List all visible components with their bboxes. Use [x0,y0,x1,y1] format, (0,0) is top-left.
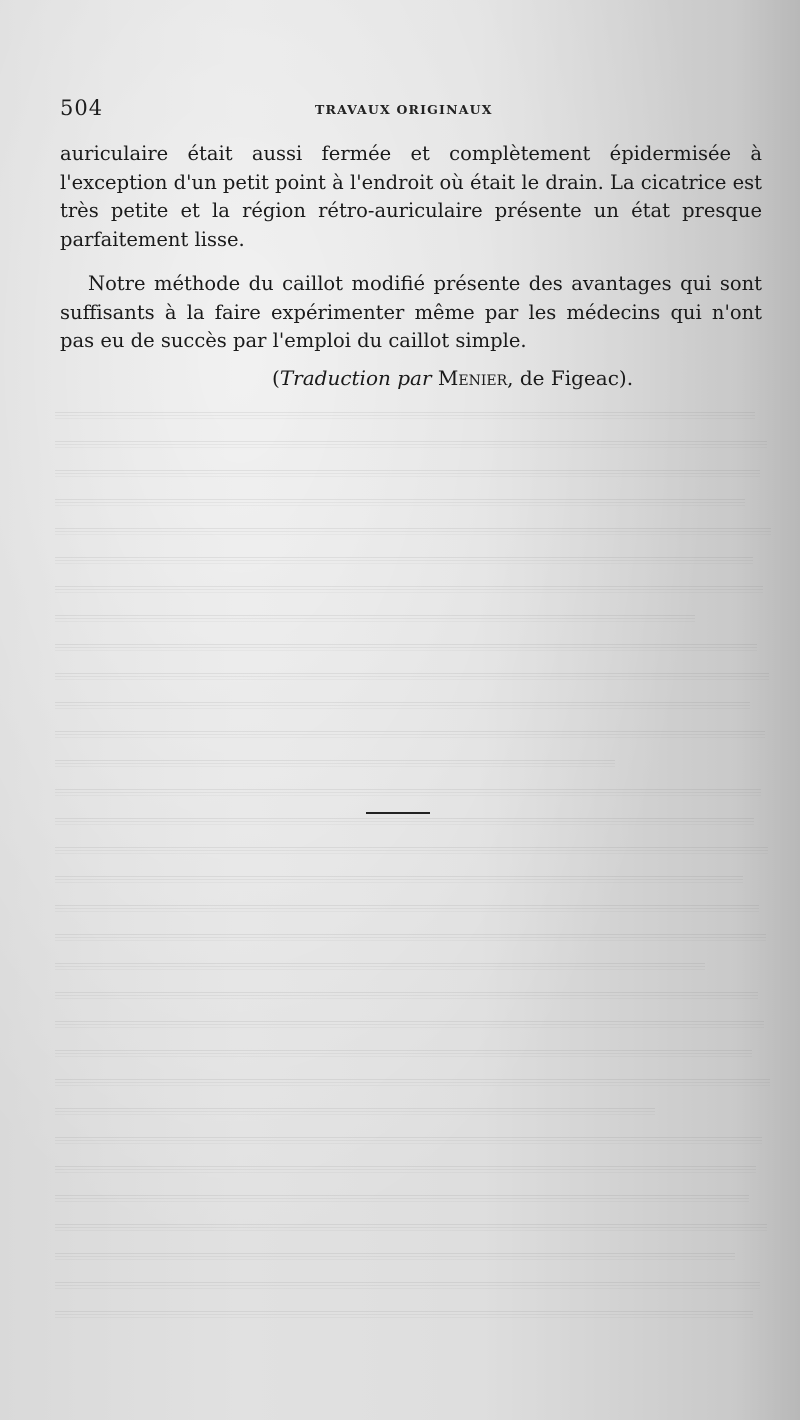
bleed-through-line [55,1021,764,1022]
translator-name: Menier [437,366,508,390]
translation-attribution [272,366,633,390]
paragraph-2: Notre méthode du caillot modifié présente des avantages qui sont suffisants à la faire expérimenter même par les médecins qui n'ont pas eu de succès par l'emploi du caillot simple. [60,272,762,352]
bleed-through-line [55,673,769,674]
bleed-through-line [55,789,761,790]
bleed-through-line [55,1108,655,1109]
bleed-through-line [55,644,757,645]
attribution-rest: , de Figeac). [507,366,634,390]
page-header [60,96,760,126]
end-rule [366,812,430,814]
bleed-through-line [55,876,743,877]
running-head: TRAVAUX ORIGINAUX [315,102,493,117]
attribution-open-paren: ( [272,366,280,390]
bleed-through-line [55,760,615,761]
bleed-through-line [55,1224,767,1225]
bleed-through-line [55,1050,752,1051]
bleed-through-line [55,586,763,587]
bleed-through-line [55,528,771,529]
bleed-through-line [55,441,767,442]
page-number: 504 [60,96,104,120]
bleed-through-line [55,1079,770,1080]
bleed-through-line [55,905,759,906]
paragraph-1: auriculaire était aussi fermée et complètement épidermisée à l'exception d'un petit point à l'endroit où était le drain. La cicatrice est très petite et la région rétro-auriculaire présente un état presque parfaitement lisse. [60,142,762,251]
bleed-through-line [55,1282,760,1283]
reverse-page-bleed-through [55,400,775,1400]
bleed-through-line [55,847,768,848]
bleed-through-line [55,702,750,703]
bleed-through-line [55,934,766,935]
bleed-through-line [55,615,695,616]
bleed-through-line [55,1137,762,1138]
bleed-through-line [55,470,760,471]
bleed-through-line [55,731,765,732]
bleed-through-line [55,1195,749,1196]
body-text [60,140,762,356]
bleed-through-line [55,818,754,819]
bleed-through-line [55,412,755,413]
bleed-through-line [55,963,705,964]
bleed-through-line [55,557,753,558]
bleed-through-line [55,499,745,500]
bleed-through-line [55,1253,735,1254]
bleed-through-line [55,1166,756,1167]
bleed-through-line [55,992,758,993]
bleed-through-line [55,1311,753,1312]
attribution-italic: Traduction par [279,366,432,390]
